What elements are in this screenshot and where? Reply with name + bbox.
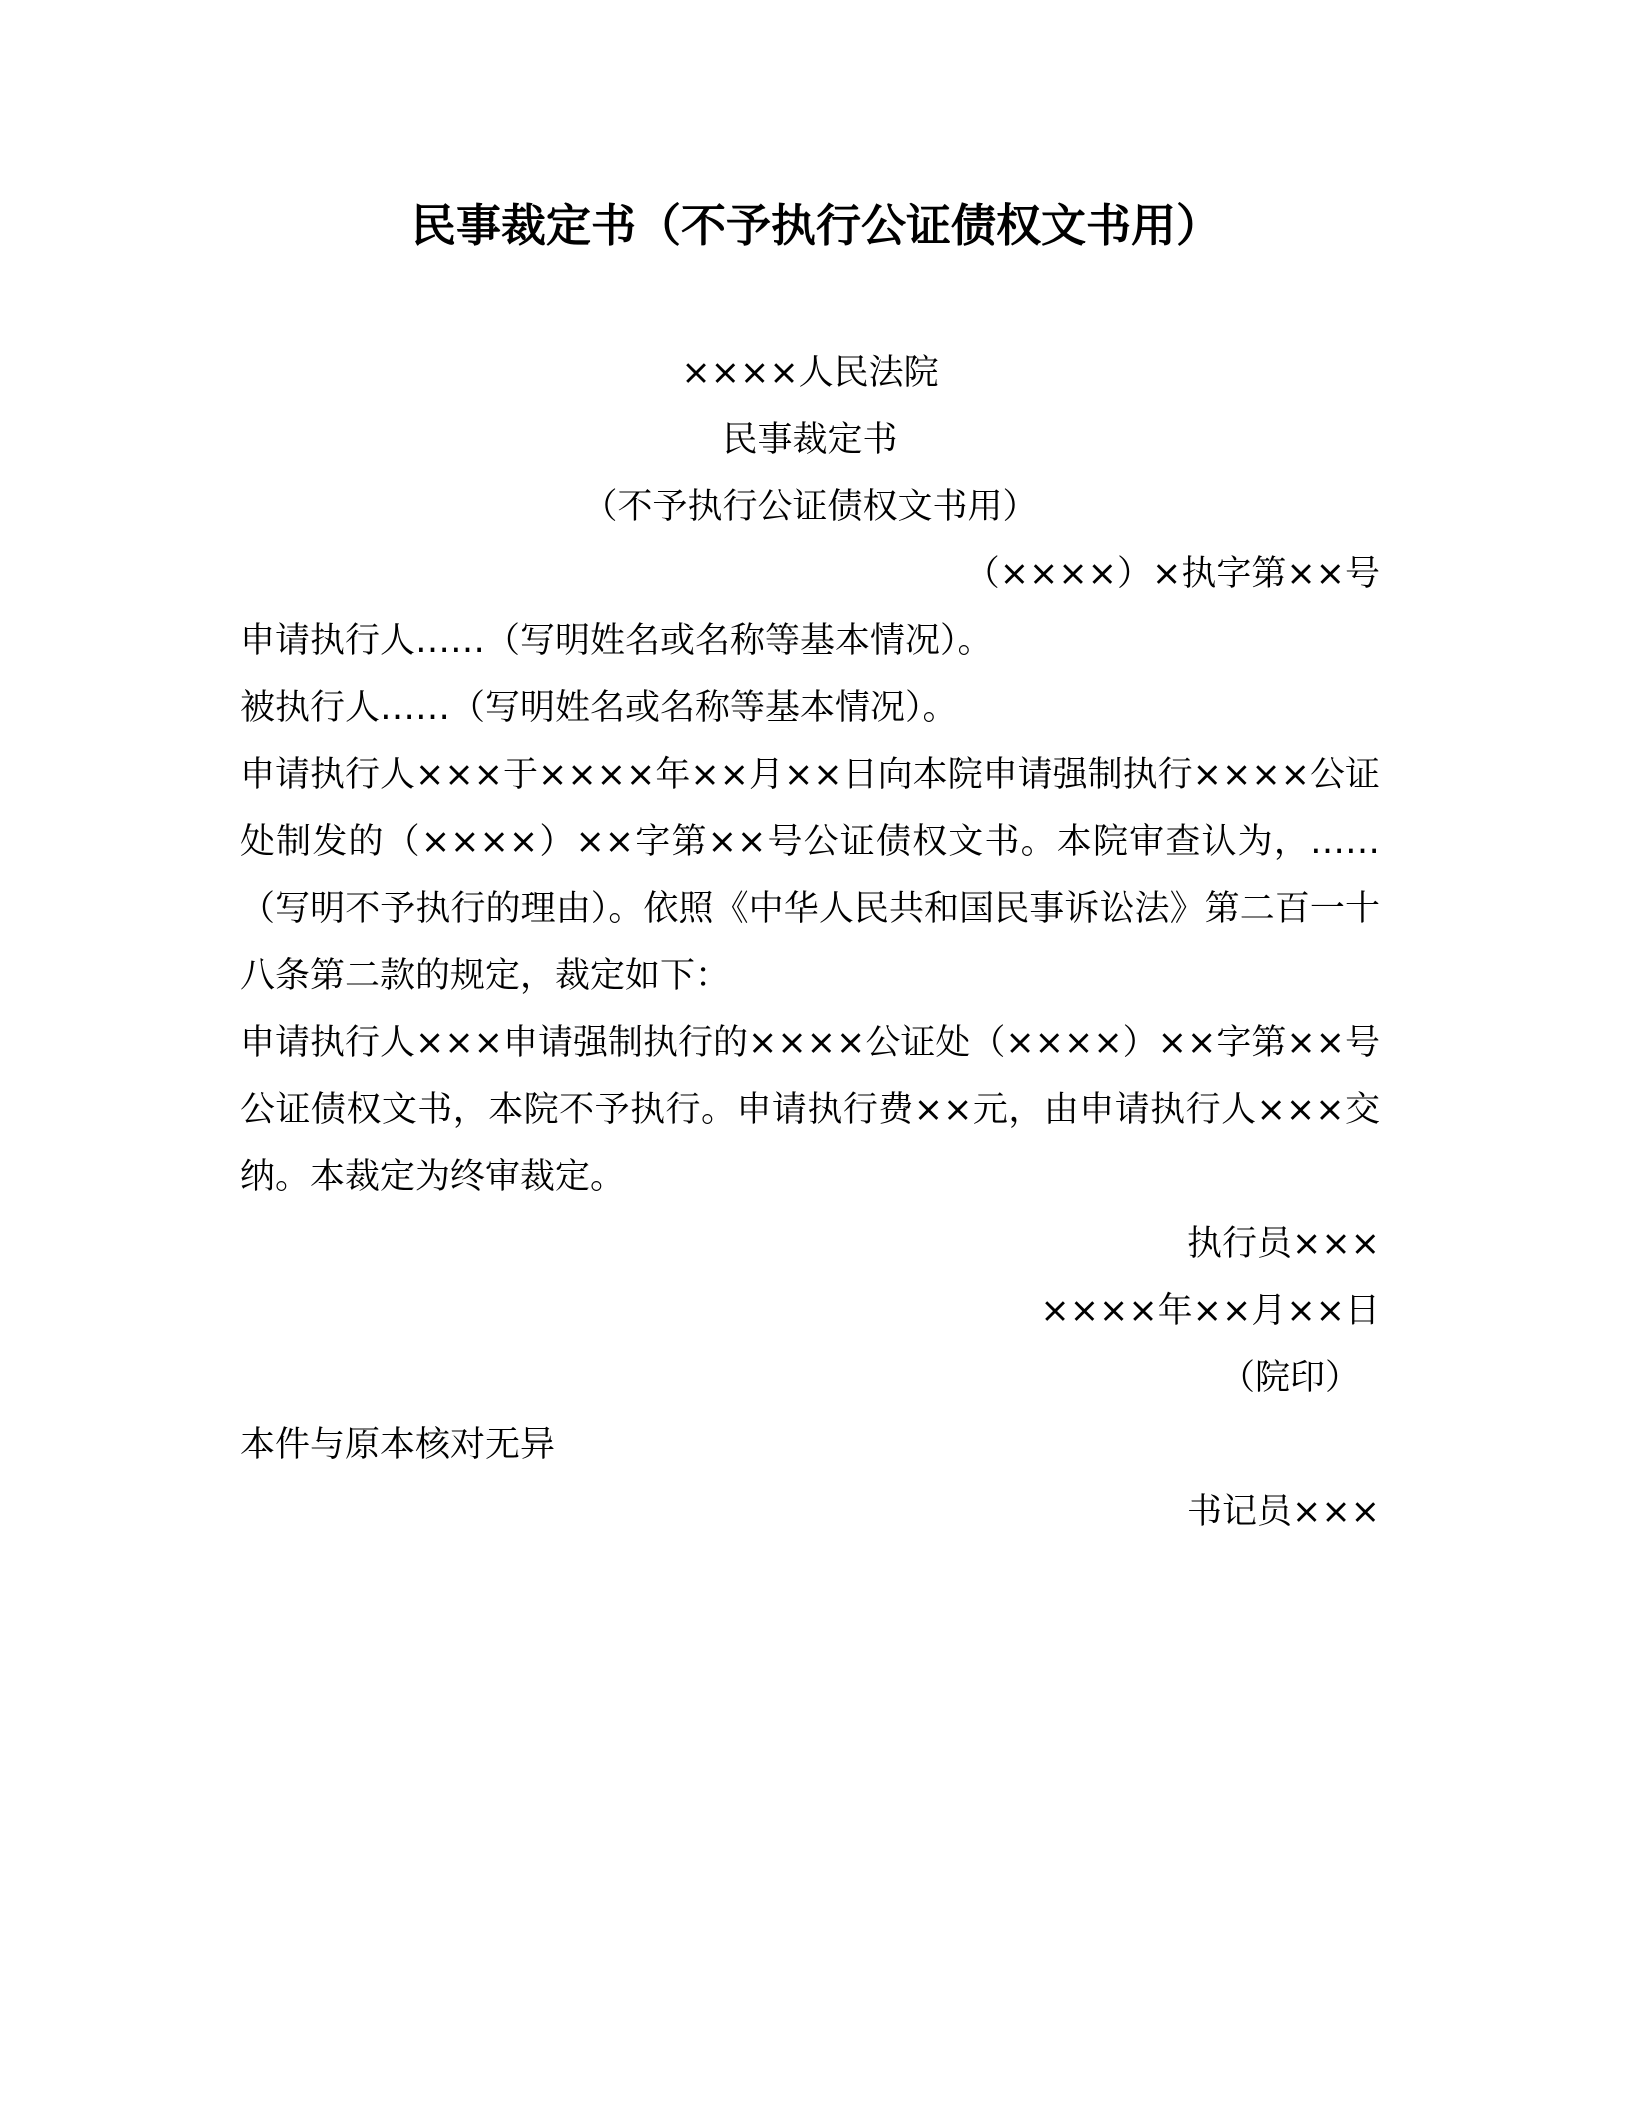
ruling-paragraph: 申请执行人×××申请强制执行的××××公证处（××××）××字第××号公证债权文书，本院不予执行。申请执行费××元，由申请执行人×××交纳。本裁定为终审裁定。 xyxy=(240,1023,1380,1197)
document-content xyxy=(240,340,1380,1546)
case-number: （××××）×执字第××号 xyxy=(964,554,1380,594)
ruling-date: ××××年××月××日 xyxy=(1040,1291,1380,1331)
body-paragraph: 申请执行人×××于××××年××月××日向本院申请强制执行××××公证处制发的（××××）××字第××号公证债权文书。本院审查认为，……（写明不予执行的理由）。依照《中华人民共和国民事诉讼法》第二百一十八条第二款的规定，裁定如下： xyxy=(240,755,1380,996)
executor-signature: 执行员××× xyxy=(1187,1224,1380,1264)
document-title: 民事裁定书（不予执行公证债权文书用） xyxy=(410,199,1221,252)
verification-note: 本件与原本核对无异 xyxy=(240,1425,556,1465)
court-seal: （院印） xyxy=(1219,1358,1360,1398)
document-type: 民事裁定书 xyxy=(722,420,898,460)
court-name: ××××人民法院 xyxy=(681,353,939,393)
applicant-line: 申请执行人……（写明姓名或名称等基本情况）。 xyxy=(240,621,993,661)
document-subtype: （不予执行公证债权文书用） xyxy=(582,487,1038,527)
respondent-line: 被执行人……（写明姓名或名称等基本情况）。 xyxy=(240,688,958,728)
clerk-signature: 书记员××× xyxy=(1187,1492,1380,1532)
